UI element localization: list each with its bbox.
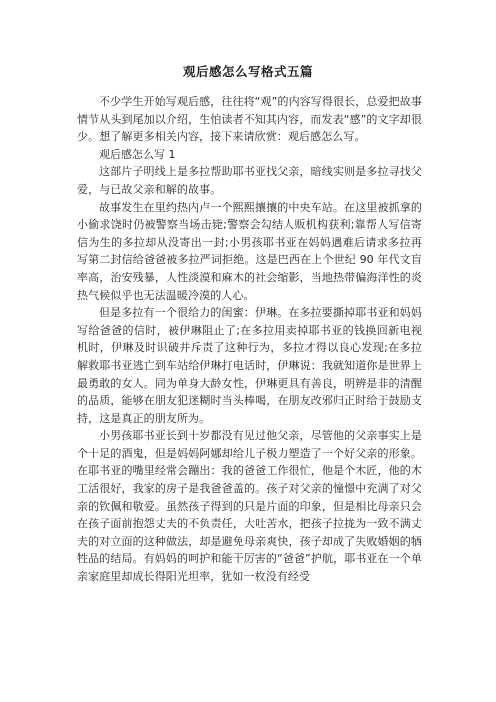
body-paragraph: 这部片子明线上是多拉帮助耶书亚找父亲，暗线实则是多拉寻找父爱，与已故父亲和解的故事。 <box>77 165 422 196</box>
intro-paragraph: 不少学生开始写观后感，往往将“观”的内容写得很长，总爱把故事情节从头到尾加以介绍，生怕读者不知其内容，而发表“感”的文字却很少。想了解更多相关内容，接下来请欣赏：观后感怎么写。 <box>77 95 422 144</box>
body-paragraph: 但是多拉有一个很给力的闺蜜：伊琳。在多拉要撕掉耶书亚和妈妈写给爸爸的信时，被伊琳阻止了;在多拉用卖掉耶书亚的钱换回新电视机时，伊琳及时识破并斥责了这种行为，多拉才得以良心发现;在多拉解救耶书亚逃亡到车站给伊琳打电话时，伊琳说：我就知道你是世界上最勇敢的女人。同为单身大龄女性，伊琳更具有善良，明辨是非的清醒的品质，能够在朋友犯迷糊时当头棒喝，在朋友改邪归正时给于鼓励支持，这是真正的朋友所为。 <box>77 306 422 425</box>
document-body <box>77 93 422 586</box>
body-paragraph: 小男孩耶书亚长到十岁都没有见过他父亲，尽管他的父亲事实上是个十足的酒鬼，但是妈妈阿娜却给儿子极力塑造了一个好父亲的形象。在耶书亚的嘴里经常会蹦出：我的爸爸工作很忙，他是个木匠，他的木工活很好，我家的房子是我爸爸盖的。孩子对父亲的憧憬中充满了对父亲的钦佩和敬爱。虽然孩子得到的只是片面的印象，但是相比母亲只会在孩子面前抱怨丈夫的不负责任，大吐苦水，把孩子拉拢为一致不满丈夫的对立面的这种做法，却是避免母亲爽快，孩子却成了失败婚姻的牺牲品的结局。有妈妈的呵护和能干厉害的“爸爸”护航，耶书亚在一个单亲家庭里却成长得阳光坦率，犹如一枚没有经受 <box>77 429 422 584</box>
document-title: 观后感怎么写格式五篇 <box>182 64 313 79</box>
body-paragraph: 故事发生在里约热内卢一个熙熙攘攘的中央车站。在这里被抓拿的小偷求饶时仍被警察当场击毙;警察会勾结人贩机构获利;靠帮人写信寄信为生的多拉却从没寄出一封;小男孩耶书亚在妈妈遇难后请求多拉再写第二封信给爸爸被多拉严词拒绝。这是巴西在上个世纪 90 年代文盲率高，治安残暴，人性淡漠和麻木的社会缩影，当地热带偏海洋性的炎热气候似乎也无法温暖冷漠的人心。 <box>77 200 422 302</box>
section-heading: 观后感怎么写 1 <box>99 147 176 161</box>
